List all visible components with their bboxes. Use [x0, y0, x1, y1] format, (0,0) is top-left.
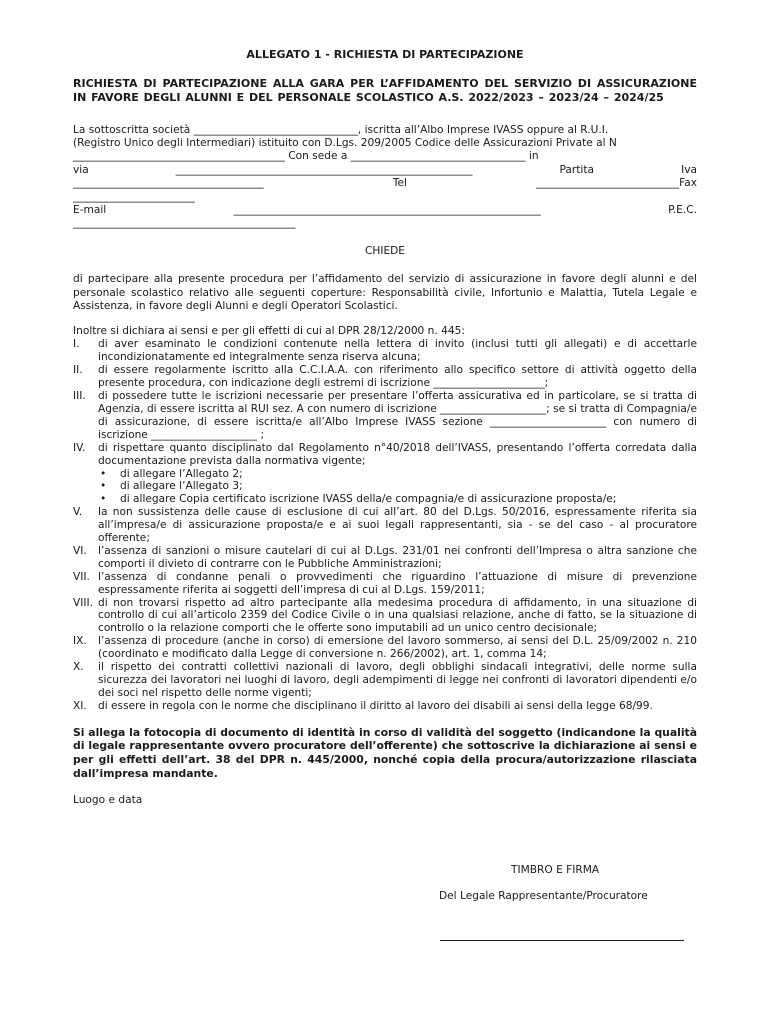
item-text: l’assenza di procedure (anche in corso) di emersione del lavoro sommerso, ai sensi del D.L. 25/09/2002 n. 210 (coordinato e modificato dalla Legge di conversione n. 266/2002), art. 1, comma 14;	[98, 635, 697, 661]
item-text: di essere in regola con le norme che disciplinano il diritto al lavoro dei disabili ai sensi della legge 68/99.	[98, 699, 653, 712]
iva-field: ____________________________________	[73, 177, 264, 190]
intro-line-7	[73, 204, 697, 217]
item-number: II.	[73, 364, 83, 377]
document-page	[73, 48, 697, 808]
iva-label: Iva	[681, 163, 697, 176]
item-number: III.	[73, 390, 86, 403]
company-details-section	[73, 124, 697, 231]
email-field: __________________________________________________________	[233, 204, 541, 217]
declaration-item	[73, 700, 697, 713]
declaration-item	[73, 635, 697, 661]
declaration-item	[73, 442, 697, 507]
declaration-item	[73, 390, 697, 442]
intro-line-4	[73, 164, 697, 177]
declaration-item	[73, 571, 697, 597]
item-text: l’assenza di condanne penali o provvedimenti che riguardino l’attuazione di misure di prevenzione espressamente riferita ai soggetti dell’impresa di cui al D.Lgs. 159/2011;	[98, 570, 697, 596]
item-number: X.	[73, 661, 84, 674]
declaration-item	[73, 661, 697, 700]
pec-field: __________________________________________	[73, 217, 296, 230]
item-number: I.	[73, 338, 80, 351]
item-text: il rispetto dei contratti collettivi nazionali di lavoro, degli obblighi sindacali integrativi, delle norme sulla sicurezza dei lavoratori nei luoghi di lavoro, degli adempimenti di legge nei confronti di lavoratori dipendenti e/o dei soci nel rispetto delle norme vigenti;	[98, 661, 697, 699]
item-text: di aver esaminato le condizioni contenute nella lettera di invito (inclusi tutti gli allegati) e di accettarle incondizionatamente ed integralmente senza riserva alcuna;	[98, 338, 697, 364]
item-text: di possedere tutte le iscrizioni necessarie per presentare l’offerta assicurativa ed in particolare, se si tratta di Agenzia, di essere iscritta al RUI sez. A con numero di iscrizione ____________________; se si tratta di Compagnia/e di assicurazione, di essere iscritta/e all’Albo Imprese IVASS sezione ______________________ con numero di iscrizione ____________________ ;	[98, 390, 697, 441]
item-number: VIII.	[73, 596, 93, 609]
intro-line-2-text: (Registro Unico degli Intermediari) istituito con D.Lgs. 209/2005 Codice delle Assicurazioni Private al N	[73, 137, 617, 149]
via-field: ________________________________________________________	[175, 163, 473, 176]
chiede-heading: CHIEDE	[364, 244, 406, 257]
item-text: la non sussistenza delle cause di esclusione di cui all’art. 80 del D.Lgs. 50/2016, espressamente riferita sia all’impresa/e di assicurazione proposta/e e ai suoi legali rappresentanti, sia - se del caso - al procuratore offerente;	[98, 506, 697, 545]
stamp-and-signature-label: TIMBRO E FIRMA	[511, 864, 600, 876]
legal-representative-label: Del Legale Rappresentante/Procuratore	[439, 890, 648, 902]
item-number: IX.	[73, 635, 87, 648]
pec-label: P.E.C.	[668, 204, 697, 217]
declaration-list	[73, 338, 697, 712]
place-and-date-label: Luogo e data	[73, 794, 143, 807]
intro-line-1-text: La sottoscritta società _______________________________, iscritta all’Albo Imprese IVASS oppure al R.U.I.	[73, 123, 609, 136]
attachment-bullet: • di allegare Copia certificato iscrizione IVASS della/e compagnia/e di assicurazione proposta/e;	[98, 493, 697, 506]
intro-line-8	[73, 217, 697, 230]
item-text: di non trovarsi rispetto ad altro partecipante alla medesima procedura di affidamento, in una situazione di controllo di cui all’articolo 2359 del Codice Civile o in una qualsiasi relazione, anche di fatto, se la situazione di controllo o la relazione comporti che le offerte sono imputabili ad un unico centro decisionale;	[98, 596, 697, 635]
declaration-item	[73, 545, 697, 571]
intro-line-1	[73, 124, 697, 137]
declaration-item	[73, 364, 697, 390]
intro-line-3-text: ________________________________________ Con sede a _________________________________ in	[73, 150, 539, 163]
fax-field: _______________________	[73, 190, 195, 203]
attachment-note: Si allega la fotocopia di documento di identità in corso di validità del soggetto (indicandone la qualità di legale rappresentante ovvero procuratore dell’offerente) che sottoscrive la dichiarazione ai sensi e per gli effetti dell’art. 38 del DPR n. 445/2000, nonché copia della procura/autorizzazione rilasciata dall’impresa mandante.	[73, 725, 697, 780]
via-label: via	[73, 163, 89, 176]
item-number: VII.	[73, 570, 90, 583]
item-number: XI.	[73, 699, 87, 712]
signature-line	[440, 940, 684, 941]
tel-fax-field: ___________________________Fax	[536, 177, 697, 190]
declaration-item	[73, 597, 697, 636]
item-text: di essere regolarmente iscritto alla C.C.I.A.A. con riferimento allo specifico settore di attività oggetto della presente procedura, con indicazione degli estremi di iscrizione _____________________;	[98, 364, 697, 390]
item-number: VI.	[73, 544, 87, 557]
intro-line-5	[73, 177, 697, 190]
document-subtitle: RICHIESTA DI PARTECIPAZIONE ALLA GARA PER L’AFFIDAMENTO DEL SERVIZIO DI ASSICURAZIONE IN FAVORE DEGLI ALUNNI E DEL PERSONALE SCOLASTICO A.S. 2022/2023 – 2023/24 – 2024/25	[73, 77, 697, 104]
email-label: E-mail	[73, 204, 107, 217]
item-number: IV.	[73, 441, 86, 454]
attachment-bullet: • di allegare l’Allegato 2;	[98, 468, 697, 481]
intro-line-6	[73, 191, 697, 204]
declaration-intro: Inoltre si dichiara ai sensi e per gli effetti di cui al DPR 28/12/2000 n. 445:	[73, 325, 465, 338]
tel-label: Tel	[392, 177, 407, 190]
item-number: V.	[73, 506, 83, 519]
request-paragraph: di partecipare alla presente procedura per l’affidamento del servizio di assicurazione in favore degli alunni e del personale scolastico relativo alle seguenti coperture: Responsabilità civile, Infortunio e Malattia, Tutela Legale e Assistenza, in favore degli Alunni e degli Operatori Scolastici.	[73, 273, 697, 313]
attachments-list	[98, 468, 697, 507]
intro-line-2	[73, 137, 697, 150]
partita-label: Partita	[559, 163, 595, 176]
document-title: ALLEGATO 1 - RICHIESTA DI PARTECIPAZIONE	[246, 48, 524, 61]
attachment-bullet: • di allegare l’Allegato 3;	[98, 480, 697, 493]
item-text: l’assenza di sanzioni o misure cautelari di cui al D.Lgs. 231/01 nei confronti dell’Impresa o altra sanzione che comporti il divieto di contrarre con le Pubbliche Amministrazioni;	[98, 544, 697, 570]
declaration-item	[73, 506, 697, 545]
item-text: di rispettare quanto disciplinato dal Regolamento n°40/2018 dell’IVASS, presentando l’offerta corredata dalla documentazione prevista dalla normativa vigente;	[98, 441, 697, 467]
declaration-item	[73, 338, 697, 364]
intro-line-3	[73, 150, 697, 163]
